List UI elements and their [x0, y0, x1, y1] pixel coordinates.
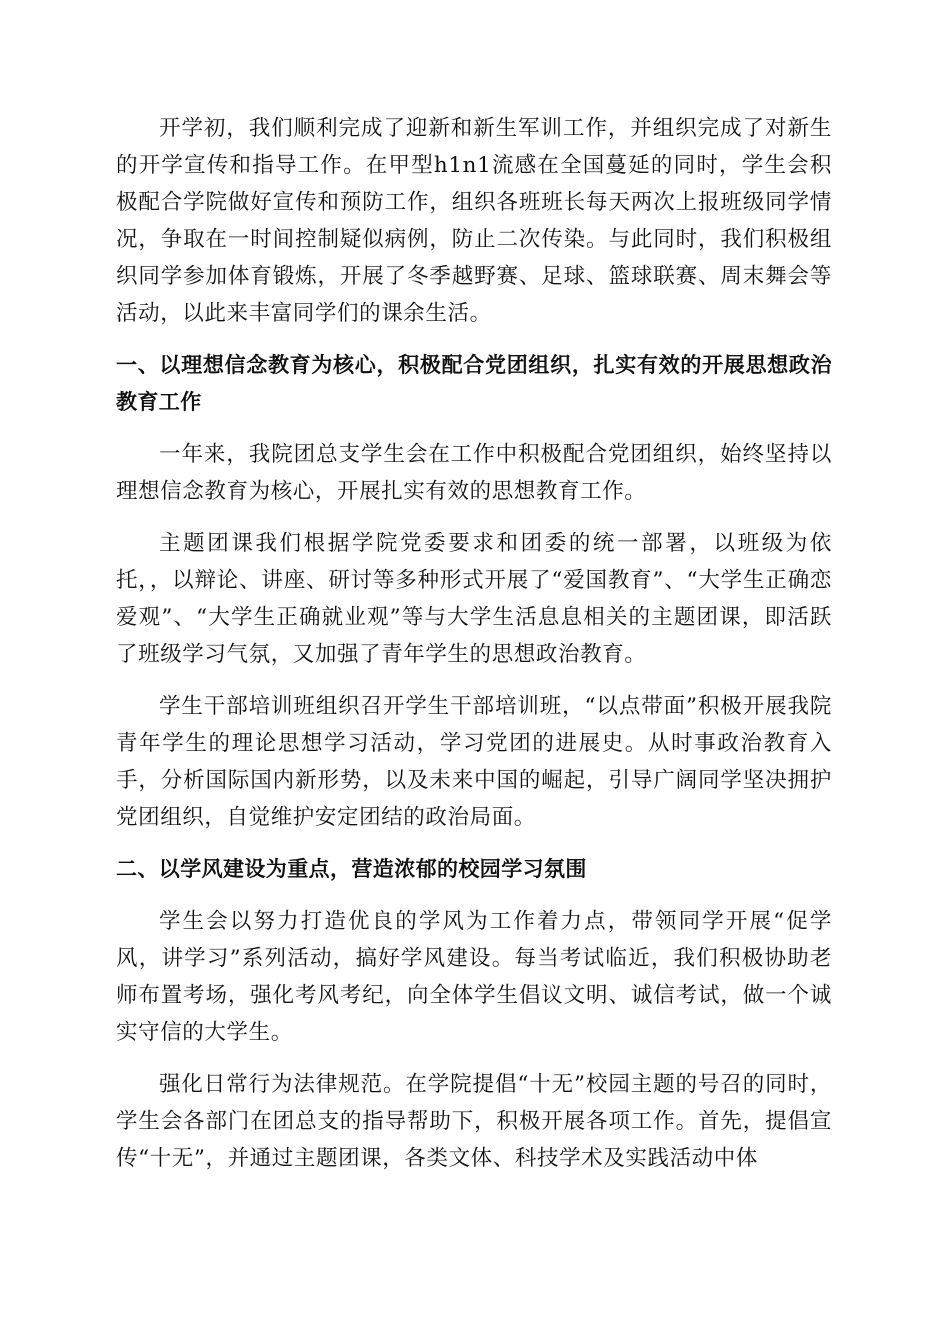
body-paragraph: 一年来，我院团总支学生会在工作中积极配合党团组织，始终坚持以理想信念教育为核心，开展扎实有效的思想教育工作。 — [116, 442, 832, 504]
intro-paragraph: 开学初，我们顺利完成了迎新和新生军训工作，并组织完成了对新生的开学宣传和指导工作。在甲型h1n1流感在全国蔓延的同时，学生会积极配合学院做好宣传和预防工作，组织各班班长每天两次上报班级同学情况，争取在一时间控制疑似病例，防止二次传染。与此同时，我们积极组织同学参加体育锻炼，开展了冬季越野赛、足球、篮球联赛、周末舞会等活动，以此来丰富同学们的课余生活。 — [116, 116, 832, 326]
document-page — [116, 110, 832, 1192]
body-paragraph: 学生会以努力打造优良的学风为工作着力点，带领同学开展“促学风，讲学习”系列活动，搞好学风建设。每当考试临近，我们积极协助老师布置考场，强化考风考纪，向全体学生倡议文明、诚信考试，做一个诚实守信的大学生。 — [116, 909, 832, 1045]
body-paragraph: 强化日常行为法律规范。在学院提倡“十无”校园主题的号召的同时，学生会各部门在团总支的指导帮助下，积极开展各项工作。首先，提倡宣传“十无”，并通过主题团课，各类文体、科技学术及实践活动中体 — [116, 1072, 832, 1171]
body-paragraph: 学生干部培训班组织召开学生干部培训班，“以点带面”积极开展我院青年学生的理论思想学习活动，学习党团的进展史。从时事政治教育入手，分析国际国内新形势，以及未来中国的崛起，引导广阔同学坚决拥护党团组织，自觉维护安定团结的政治局面。 — [116, 694, 832, 830]
section-heading-2: 二、以学风建设为重点，营造浓郁的校园学习氛围 — [116, 857, 587, 881]
body-paragraph: 主题团课我们根据学院党委要求和团委的统一部署，以班级为依托，，以辩论、讲座、研讨等多种形式开展了“爱国教育”、“大学生正确恋爱观”、“大学生正确就业观”等与大学生活息息相关的主题团课，即活跃了班级学习气氛，又加强了青年学生的思想政治教育。 — [116, 531, 832, 667]
section-heading-1: 一、以理想信念教育为核心，积极配合党团组织，扎实有效的开展思想政治教育工作 — [116, 353, 832, 414]
